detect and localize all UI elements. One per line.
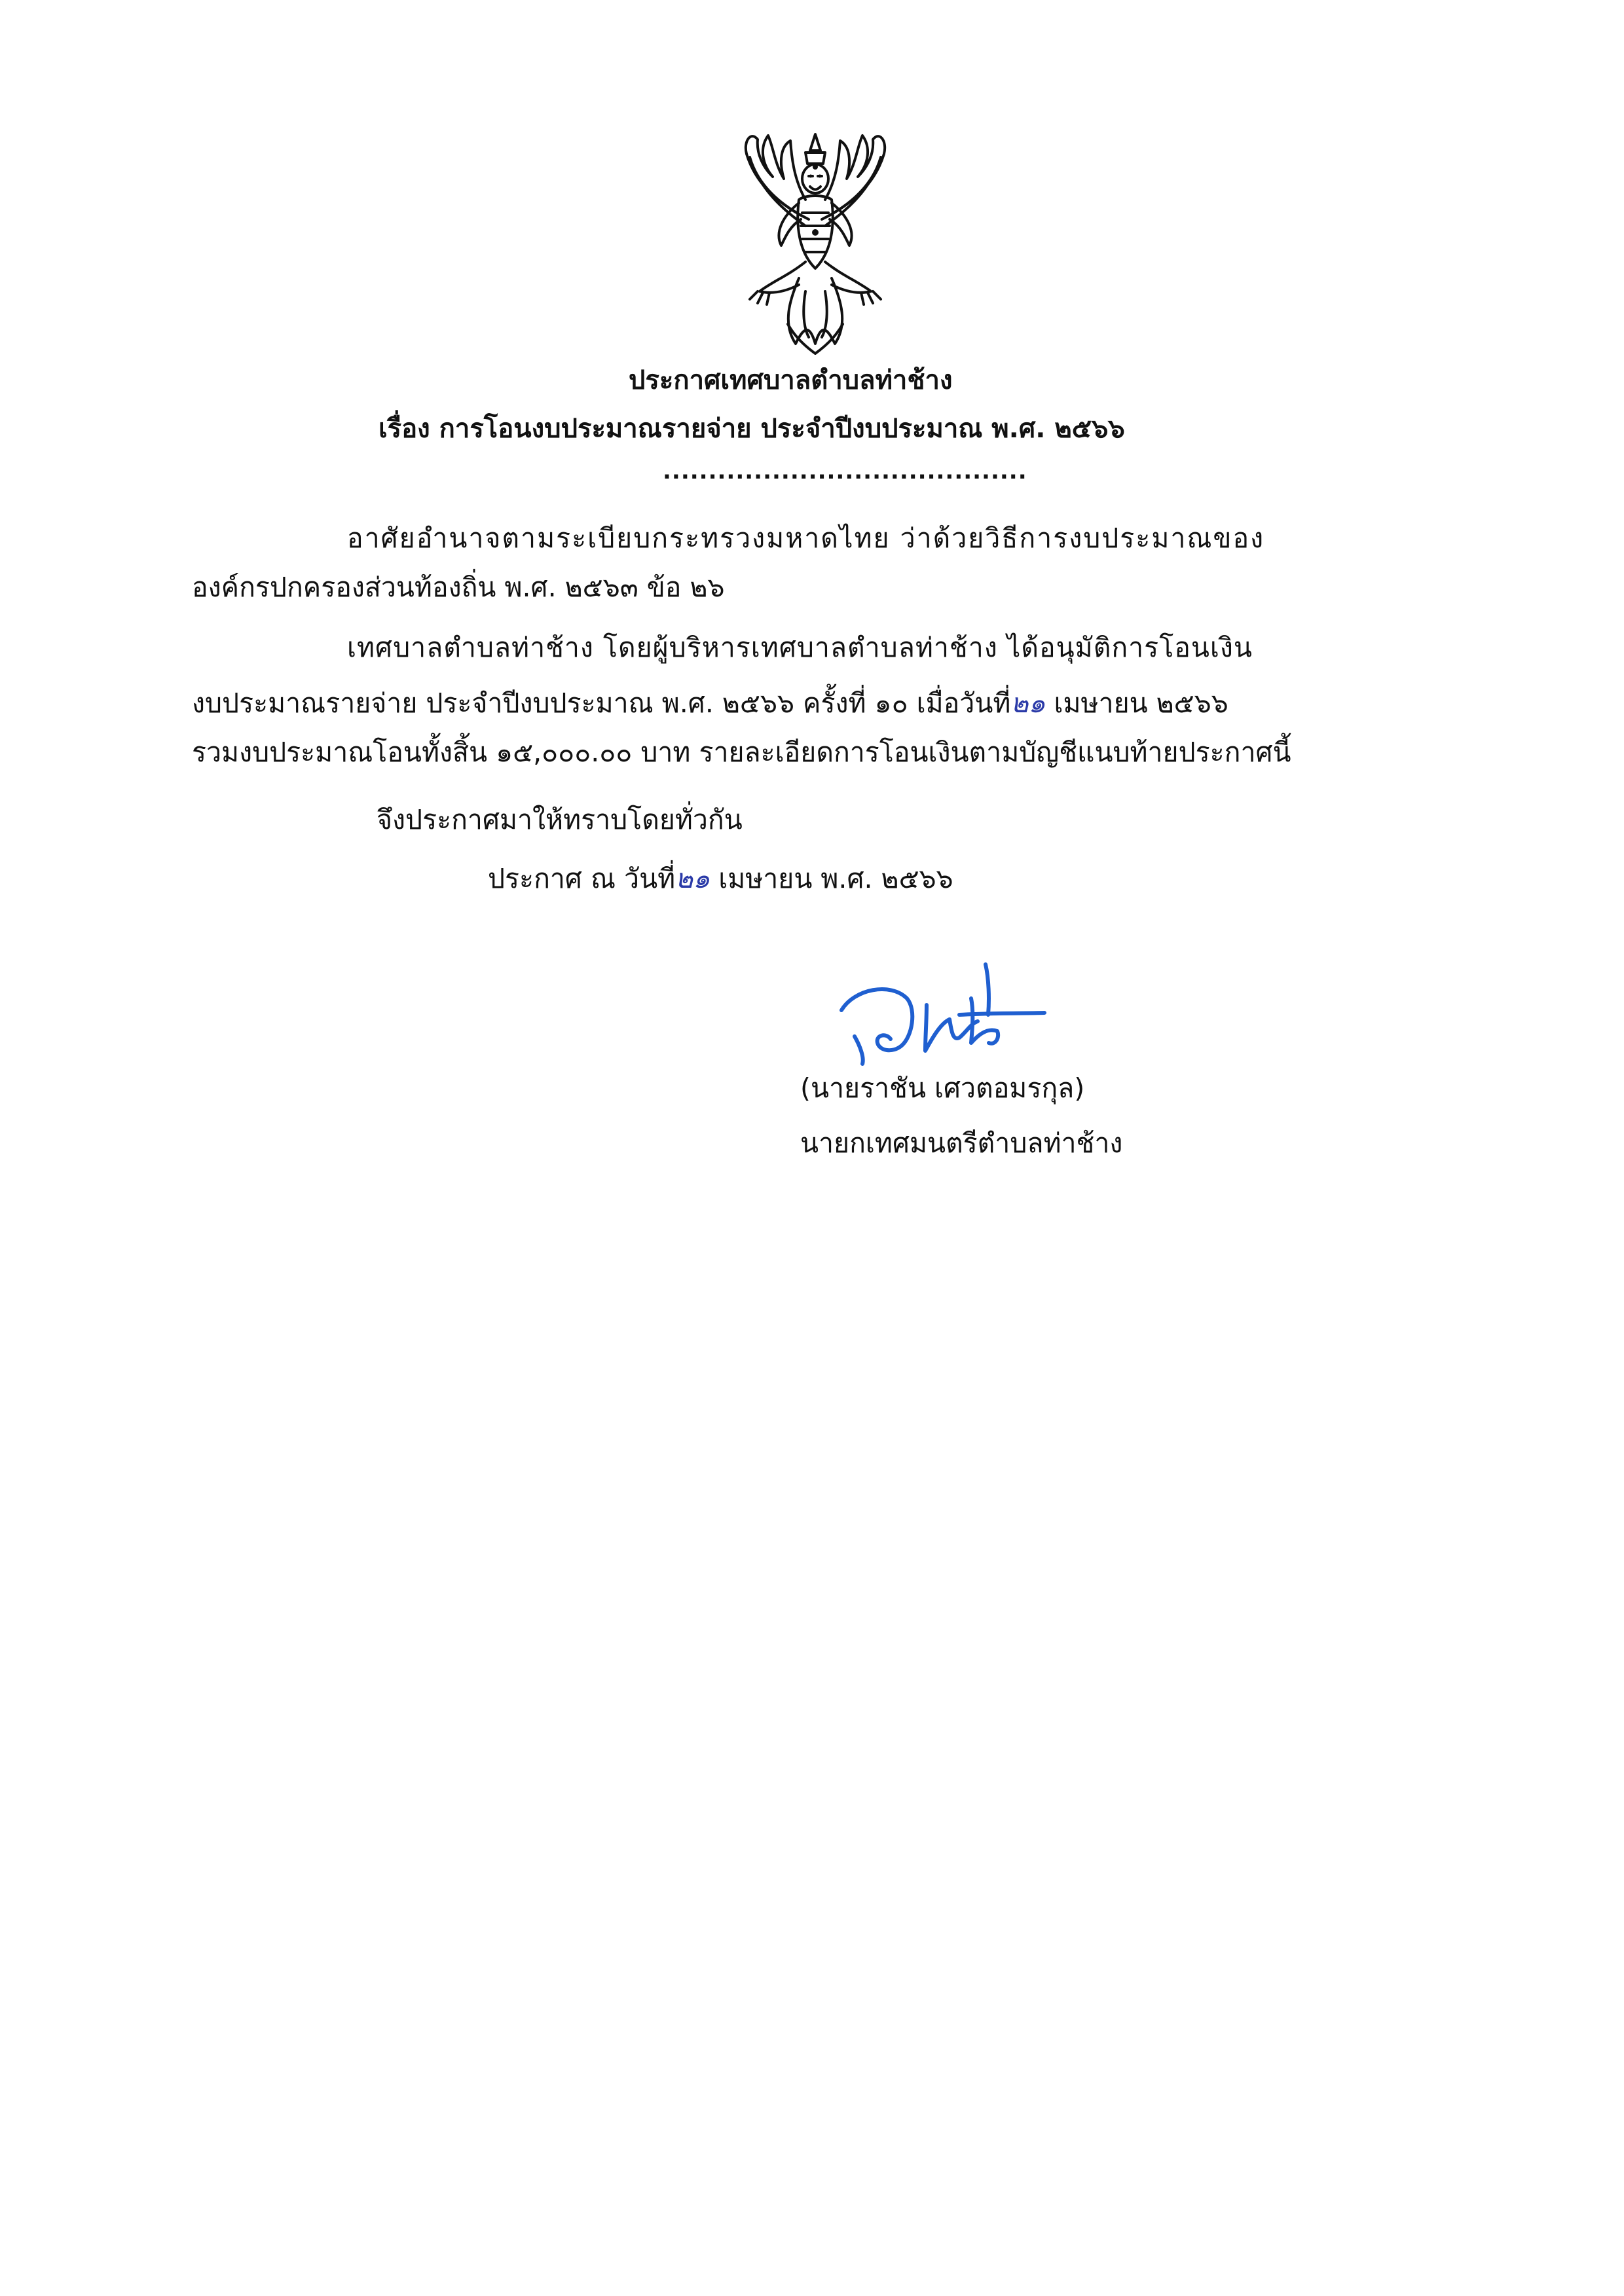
date-prefix: ประกาศ ณ วันที่: [488, 863, 676, 894]
signer-name: (นายราชัน เศวตอมรกุล): [800, 1072, 1085, 1104]
paragraph-2-line-3: รวมงบประมาณโอนทั้งสิ้น ๑๕,๐๐๐.๐๐ บาท รายละเอียดการโอนเงินตามบัญชีแนบท้ายประกาศนี้: [192, 737, 1291, 768]
paragraph-2-line-2-tail: เมษายน ๒๕๖๖: [1045, 687, 1228, 719]
title-separator: ........................................: [663, 458, 1027, 484]
handwritten-signature: [828, 959, 1058, 1070]
announcement-date: [488, 863, 953, 895]
paragraph-1-line-2: องค์กรปกครองส่วนท้องถิ่น พ.ศ. ๒๕๖๓ ข้อ ๒๖: [192, 572, 725, 603]
announcement-title: ประกาศเทศบาลตำบลท่าช้าง: [629, 365, 953, 395]
paragraph-2-line-2: [192, 687, 1228, 720]
paragraph-1-line-1: อาศัยอำนาจตามระเบียบกระทรวงมหาดไทย ว่าด้วยวิธีการงบประมาณของ: [347, 522, 1265, 554]
garuda-emblem-icon: [710, 128, 920, 363]
announcement-subject: เรื่อง การโอนงบประมาณรายจ่าย ประจำปีงบประมาณ พ.ศ. ๒๕๖๖: [378, 414, 1125, 444]
signer-position: นายกเทศมนตรีตำบลท่าช้าง: [800, 1127, 1123, 1159]
paragraph-2-line-1: เทศบาลตำบลท่าช้าง โดยผู้บริหารเทศบาลตำบลท่าช้าง ได้อนุมัติการโอนเงิน: [347, 632, 1253, 663]
paragraph-2-line-2-text: งบประมาณรายจ่าย ประจำปีงบประมาณ พ.ศ. ๒๕๖๖ ครั้งที่ ๑๐ เมื่อวันที่: [192, 687, 1011, 719]
handwritten-day: ๒๑: [1010, 687, 1046, 719]
handwritten-date-day: ๒๑: [675, 863, 710, 894]
closing-statement: จึงประกาศมาให้ทราบโดยทั่วกัน: [377, 804, 743, 835]
date-suffix: เมษายน พ.ศ. ๒๕๖๖: [710, 863, 953, 894]
